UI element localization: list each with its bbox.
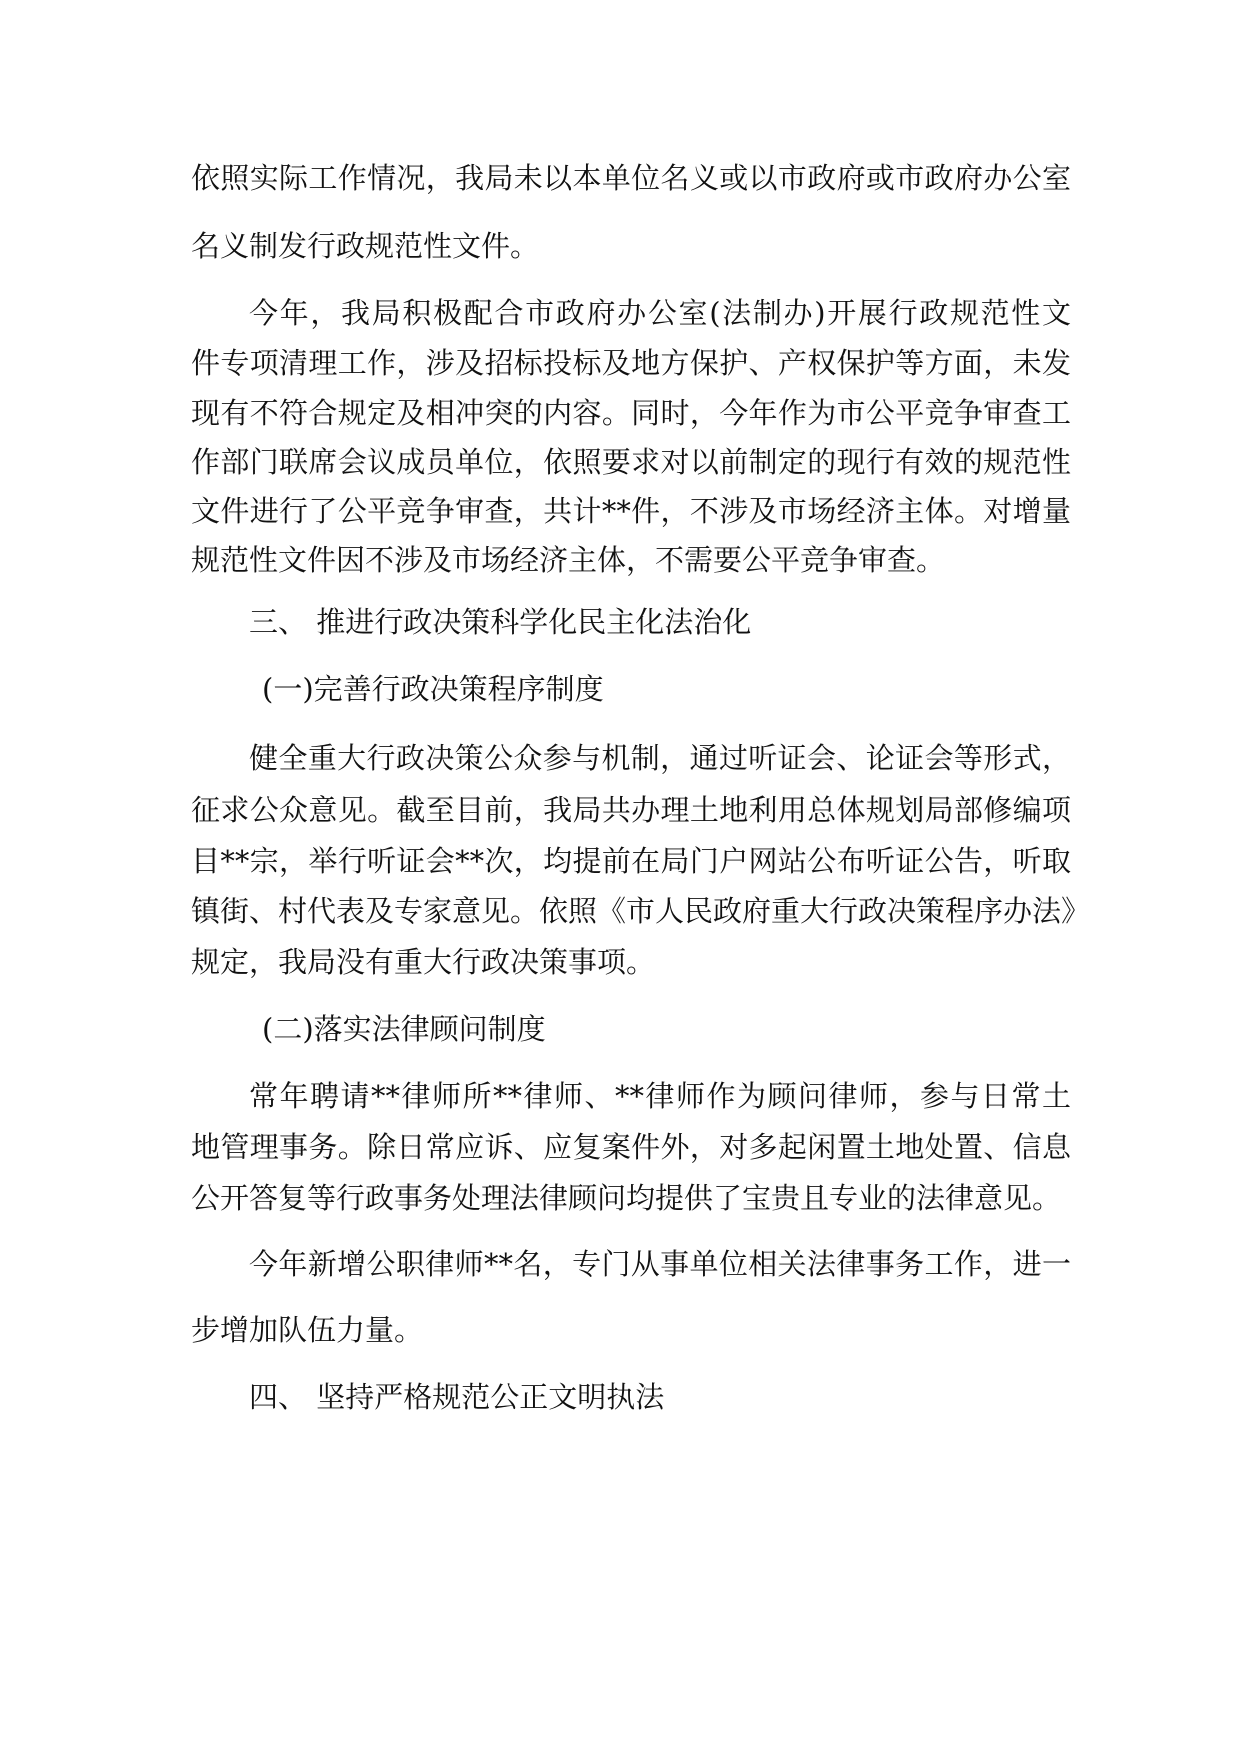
paragraph-3-line-4: 镇街、村代表及专家意见。依照《市人民政府重大行政决策程序办法》 bbox=[191, 894, 1091, 928]
section-heading-3: 三、 推进行政决策科学化民主化法治化 bbox=[249, 605, 752, 639]
paragraph-1-line-2: 名义制发行政规范性文件。 bbox=[191, 229, 540, 263]
paragraph-2-line-2: 件专项清理工作，涉及招标投标及地方保护、产权保护等方面，未发 bbox=[191, 346, 1071, 380]
paragraph-3-line-2: 征求公众意见。截至目前，我局共办理土地利用总体规划局部修编项 bbox=[191, 793, 1071, 827]
paragraph-4-line-3: 公开答复等行政事务处理法律顾问均提供了宝贵且专业的法律意见。 bbox=[191, 1181, 1062, 1215]
paragraph-3-line-5: 规定，我局没有重大行政决策事项。 bbox=[191, 945, 656, 979]
subsection-heading-2: (二)落实法律顾问制度 bbox=[262, 1012, 546, 1046]
paragraph-5-line-1: 今年新增公职律师**名，专门从事单位相关法律事务工作，进一 bbox=[249, 1247, 1071, 1281]
paragraph-5-line-2: 步增加队伍力量。 bbox=[191, 1313, 424, 1347]
subsection-heading-1: (一)完善行政决策程序制度 bbox=[262, 672, 604, 706]
paragraph-4-line-1: 常年聘请**律师所**律师、**律师作为顾问律师，参与日常土 bbox=[249, 1079, 1071, 1113]
section-heading-4: 四、 坚持严格规范公正文明执法 bbox=[249, 1380, 665, 1414]
paragraph-3-line-3: 目**宗，举行听证会**次，均提前在局门户网站公布听证公告，听取 bbox=[191, 844, 1071, 878]
paragraph-2-line-5: 文件进行了公平竞争审查，共计**件，不涉及市场经济主体。对增量 bbox=[191, 494, 1071, 528]
paragraph-1-line-1: 依照实际工作情况，我局未以本单位名义或以市政府或市政府办公室 bbox=[191, 161, 1071, 195]
paragraph-3-line-1: 健全重大行政决策公众参与机制，通过听证会、论证会等形式， bbox=[249, 741, 1071, 775]
paragraph-2-line-3: 现有不符合规定及相冲突的内容。同时，今年作为市公平竞争审查工 bbox=[191, 396, 1071, 430]
paragraph-4-line-2: 地管理事务。除日常应诉、应复案件外，对多起闲置土地处置、信息 bbox=[191, 1130, 1071, 1164]
paragraph-2-line-1: 今年，我局积极配合市政府办公室(法制办)开展行政规范性文 bbox=[249, 296, 1071, 330]
paragraph-2-line-4: 作部门联席会议成员单位，依照要求对以前制定的现行有效的规范性 bbox=[191, 445, 1071, 479]
paragraph-2-line-6: 规范性文件因不涉及市场经济主体，不需要公平竞争审查。 bbox=[191, 543, 946, 577]
